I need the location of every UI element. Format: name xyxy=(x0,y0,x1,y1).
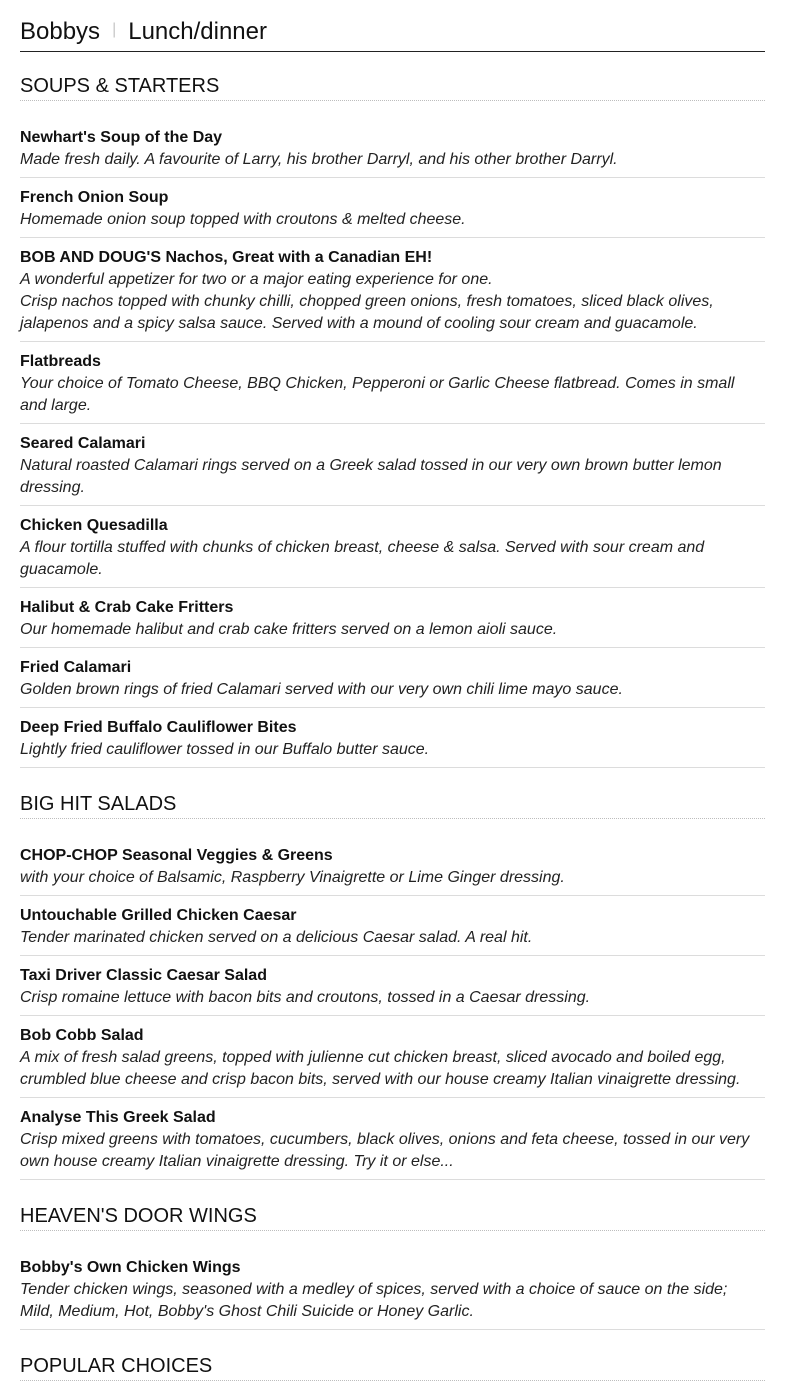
menu-item-list xyxy=(20,843,765,1180)
menu-item xyxy=(20,185,765,238)
menu-item-name: Halibut & Crab Cake Fritters xyxy=(20,599,234,616)
menu-section xyxy=(20,1354,765,1381)
menu-item-name: Deep Fried Buffalo Cauliflower Bites xyxy=(20,719,297,736)
menu-item-name: Bobby's Own Chicken Wings xyxy=(20,1259,241,1276)
menu-item-name: Flatbreads xyxy=(20,353,101,370)
menu-item-list xyxy=(20,125,765,768)
menu-item-name: Chicken Quesadilla xyxy=(20,517,168,534)
menu-item-name: BOB AND DOUG'S Nachos, Great with a Canadian EH! xyxy=(20,249,433,266)
menu-section xyxy=(20,74,765,768)
menu-item-description: Natural roasted Calamari rings served on a Greek salad tossed in our very own brown butter lemon dressing. xyxy=(20,457,722,496)
menu-item xyxy=(20,963,765,1016)
menu-item-description: Tender marinated chicken served on a delicious Caesar salad. A real hit. xyxy=(20,929,533,946)
menu-item-description: Crisp romaine lettuce with bacon bits and croutons, tossed in a Caesar dressing. xyxy=(20,989,591,1006)
menu-item xyxy=(20,431,765,506)
menu-item xyxy=(20,843,765,896)
section-title: BIG HIT SALADS xyxy=(20,792,765,819)
menu-item-name: CHOP-CHOP Seasonal Veggies & Greens xyxy=(20,847,333,864)
menu-title: Lunch/dinner xyxy=(128,18,267,45)
section-title: SOUPS & STARTERS xyxy=(20,74,765,101)
menu-item xyxy=(20,1255,765,1330)
menu-item xyxy=(20,349,765,424)
menu-item-name: Taxi Driver Classic Caesar Salad xyxy=(20,967,267,984)
menu-item-list xyxy=(20,1255,765,1330)
menu-item-description: Lightly fried cauliflower tossed in our Buffalo butter sauce. xyxy=(20,741,430,758)
menu-section xyxy=(20,1204,765,1330)
menu-item xyxy=(20,715,765,768)
menu-item-name: Newhart's Soup of the Day xyxy=(20,129,223,146)
menu-item-name: Bob Cobb Salad xyxy=(20,1027,144,1044)
header-separator: | xyxy=(112,21,117,38)
section-title: POPULAR CHOICES xyxy=(20,1354,765,1381)
menu-item xyxy=(20,1105,765,1180)
menu-item-description: A wonderful appetizer for two or a major eating experience for one. xyxy=(20,271,493,288)
menu-item-name: French Onion Soup xyxy=(20,189,169,206)
menu-section xyxy=(20,792,765,1180)
menu-item-description: Tender chicken wings, seasoned with a medley of spices, served with a choice of sauce on the side; Mild, Medium, Hot, Bobby's Ghost Chili Suicide or Honey Garlic. xyxy=(20,1281,728,1320)
menu-item-name: Analyse This Greek Salad xyxy=(20,1109,216,1126)
menu-item xyxy=(20,903,765,956)
menu-item-description: A flour tortilla stuffed with chunks of chicken breast, cheese & salsa. Served with sour cream and guacamole. xyxy=(20,539,705,578)
menu-item-description: Made fresh daily. A favourite of Larry, his brother Darryl, and his other brother Darryl. xyxy=(20,151,618,168)
menu-item xyxy=(20,595,765,648)
menu-item-description: Crisp nachos topped with chunky chilli, chopped green onions, fresh tomatoes, sliced black olives, jalapenos and a spicy salsa sauce. Served with a mound of cooling sour cream and guacamole. xyxy=(20,293,714,332)
page-header xyxy=(20,0,765,52)
menu-item-description: A mix of fresh salad greens, topped with julienne cut chicken breast, sliced avocado and boiled egg, crumbled blue cheese and crisp bacon bits, served with our house creamy Italian vinaigrette dressing. xyxy=(20,1049,741,1088)
menu-item xyxy=(20,655,765,708)
menu-page xyxy=(20,0,765,1381)
menu-item xyxy=(20,125,765,178)
menu-item xyxy=(20,245,765,342)
section-title: HEAVEN'S DOOR WINGS xyxy=(20,1204,765,1231)
menu-item-description: Homemade onion soup topped with croutons & melted cheese. xyxy=(20,211,466,228)
menu-item-name: Fried Calamari xyxy=(20,659,132,676)
brand-name: Bobbys xyxy=(20,18,101,45)
menu-item-description: Our homemade halibut and crab cake fritters served on a lemon aioli sauce. xyxy=(20,621,558,638)
menu-sections xyxy=(20,74,765,1381)
menu-item-description: Golden brown rings of fried Calamari served with our very own chili lime mayo sauce. xyxy=(20,681,623,698)
menu-item-name: Seared Calamari xyxy=(20,435,146,452)
menu-item xyxy=(20,513,765,588)
menu-item-description: with your choice of Balsamic, Raspberry Vinaigrette or Lime Ginger dressing. xyxy=(20,869,565,886)
menu-item-description: Crisp mixed greens with tomatoes, cucumbers, black olives, onions and feta cheese, tossed in our very own house creamy Italian vinaigrette dressing. Try it or else... xyxy=(20,1131,750,1170)
menu-item xyxy=(20,1023,765,1098)
menu-item-description: Your choice of Tomato Cheese, BBQ Chicken, Pepperoni or Garlic Cheese flatbread. Comes in small and large. xyxy=(20,375,735,414)
menu-item-name: Untouchable Grilled Chicken Caesar xyxy=(20,907,297,924)
